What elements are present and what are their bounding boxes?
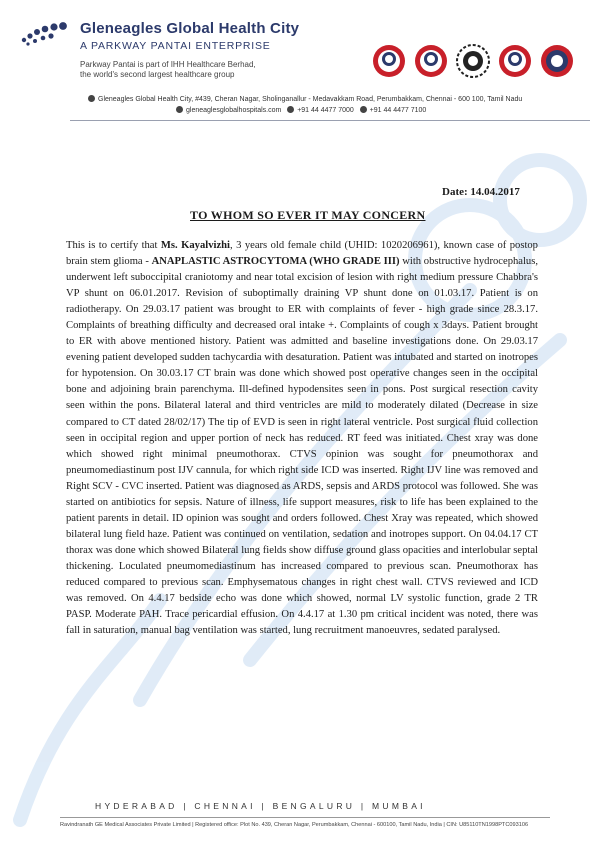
location-pin-icon: [88, 95, 95, 102]
website-link[interactable]: gleneaglesglobalhospitals.com: [186, 107, 282, 114]
nabh-seal-icon: [540, 44, 574, 78]
footer-divider: [60, 817, 550, 818]
accreditation-seals: [372, 44, 582, 84]
footer-registration: Ravindranath GE Medical Associates Private Limited | Registered office: Plot No. 439, Cheran Nagar, Perumbakkam, Chennai - 600100, Tamil Nadu, India | CIN: U85110TN1998PTC093106: [60, 822, 529, 828]
hospital-name: Gleneagles Global Health City: [80, 20, 300, 37]
fax-icon: [360, 106, 367, 113]
nabh-seal-icon: [414, 44, 448, 78]
intro-text: This is to certify that: [66, 240, 161, 251]
phone-icon: [287, 106, 294, 113]
phone-number: +91 44 4477 7000: [297, 107, 354, 114]
letterhead: [0, 0, 603, 130]
fax-number: +91 44 4477 7100: [369, 107, 427, 114]
letter-date: Date: 14.04.2017: [442, 186, 520, 198]
web-icon: [176, 106, 183, 113]
gleneagles-logo-icon: [18, 18, 70, 48]
header-divider: [70, 120, 590, 121]
parent-company-line: the world's second largest healthcare group: [80, 70, 235, 79]
contact-line: [176, 106, 426, 114]
hospital-tagline: A PARKWAY PANTAI ENTERPRISE: [80, 40, 271, 52]
hospital-address: [88, 95, 522, 103]
patient-name: Ms. Kayalvizhi: [160, 240, 230, 251]
nabh-seal-icon: [372, 44, 406, 78]
letter-body: [66, 238, 538, 639]
address-text: Gleneagles Global Health City, #439, Cheran Nagar, Sholinganallur - Medavakkam Road, Perumbakkam, Chennai - 600 100, Tamil Nadu: [98, 96, 523, 103]
nabh-seal-icon: [498, 44, 532, 78]
intro-text: , 3 years old female child (UHID: 1020206961), known case of postop brain stem glioma -: [66, 240, 538, 268]
diagnosis: ANAPLASTIC ASTROCYTOMA (WHO GRADE III): [151, 256, 400, 268]
footer-cities: HYDERABAD | CHENNAI | BENGALURU | MUMBAI: [95, 801, 426, 811]
letter-subject: TO WHOM SO EVER IT MAY CONCERN: [190, 208, 426, 222]
nabl-seal-icon: [456, 44, 490, 78]
parent-company-line: Parkway Pantai is part of IHH Healthcare Berhad,: [80, 60, 256, 69]
clinical-history: with obstructive hydrocephalus, underwent left suboccipital craniotomy and near total excision of lesion with right medium pressure Chabbra's VP shunt on 06.01.2017. Revision of suboptimally draining VP shunt done on 01.03.17. Patient is on radiotherapy. On 29.03.17 patient was brought to ER with complaints of fever - high grade since 28.3.17. Complaints of breathing difficulty and decreased oral intake +. Complaints of cough x 3days. Patient brought to ER with above mentioned history. Patient was admitted and baseline investigations done. On 29.03.17 evening patient developed sudden tachycardia with desaturation. Patient was intubated and started on inotropes for hypotension. On 30.03.17 CT brain was done which showed post operative changes seen in the occipital bone and adjoining brain parenchyma. Ill-defined hypodensites seen in pons. Post surgical resection cavity seen within the pons. Bilateral lateral and third ventricles are mild to moderately dilated (Decrease in size compared to CT dated 28/02/17) The tip of EVD is seen in right lateral ventricle. Post surgical fluid collection seen in occipital region and upper portion of neck has reduced. RT feed was initiated. Chest xray was done which showed right minimal pneumothorax. CTVS opinion was sought for pneumothorax and pneumomediastinum post IJV cannula, for which right side ICD was inserted. Right IJV line was removed and Right SCV - CVC inserted. Patient was diagnosed as ARDS, sepsis and ARDS protocol was followed. She was started on antibiotics for sepsis. Nature of illness, life support measures, risk to life has been explained to the patient parents in detail. ID opinion was sought and orders followed. Chest Xray was repeated, which showed bilateral lung field haze. Patient was continued on ventilation, sedation and inotropes support. On 04.04.17 CT thorax was done which showed Bilateral lung fields show diffuse ground glass opacities and interlobular septal thickening. Loculated pneumomediastinum has increased compared to previous scan. Pneumothorax has reduced compared to previous scan. Emphysematous changes in right chest wall. CTVS reviewed and ICD was removed. On 4.4.17 bedside echo was done which showed, normal LV systolic function, grade 2 TR PASP. Moderate PAH. Trace pericardial effusion. On 4.4.17 at 1.30 pm critical incident was noted, there was fall in saturation, manual bag ventilation was started, lung recruitment manoeuvres, sedated paralysed.: [66, 256, 539, 637]
